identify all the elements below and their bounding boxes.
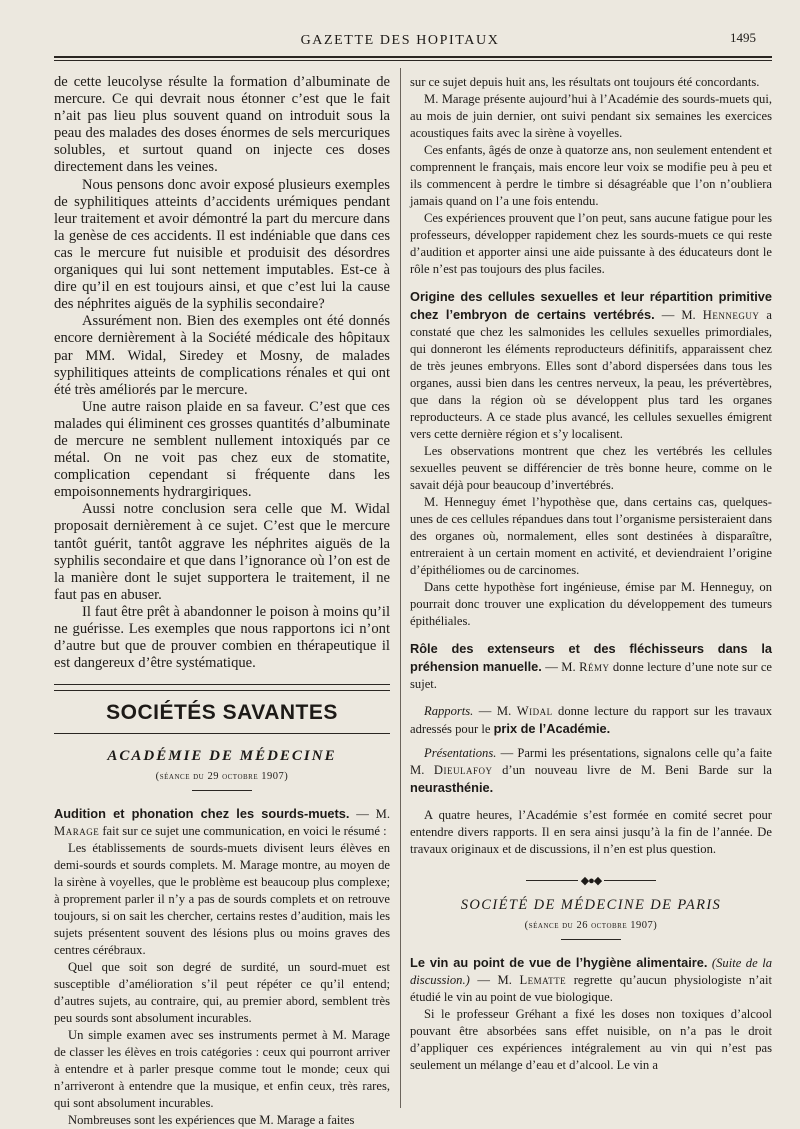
session-label: séance du (528, 920, 574, 931)
author-name: Lematte (519, 973, 567, 987)
article-text: regrette qu’aucun physiologiste n’ait étudié le vin au point de vue biologique. (410, 973, 773, 1004)
short-rule (192, 790, 252, 791)
short-rule (561, 939, 621, 940)
paragraph: Un simple examen avec ses instruments permet à M. Marage de classer les élèves en trois catégories : ceux qui pourront arriver à entendre et à parler presque comme tout le monde; ceux qui n’arriveront à entendre que la musique, et enfin ceux, très rares, qui sont absolument incurables. (54, 1028, 390, 1111)
paragraph: Nous pensons donc avoir exposé plusieurs exemples de syphilitiques atteints d’accidents urémiques pendant leur traitement et avoir démontré la part du mercure dans la genèse de ces accidents. Il est indéniable que dans ces cas le mercure fut nuisible et produisit des désordres organiques qui lui sont nettement imputables. Est-ce à dire qu’il en est toujours ainsi, et que c’est lui la cause des néphrites aiguës de la syphilis secondaire? (54, 176, 390, 313)
dash: — M. (654, 308, 703, 322)
society-title: SOCIÉTÉ DE MÉDECINE DE PARIS (460, 897, 722, 913)
session-label: séance du (159, 771, 205, 783)
paragraph: Aussi notre conclusion sera celle que M. Widal proposait dernièrement à ce sujet. C’est que le mercure tantôt guérit, tantôt aggrave les néphrites aiguës de la syphilis secondaire et que dans l’ignorance où l’on est de la manière dont le sujet supportera le traitement, il ne faut pas en abuser. (54, 501, 390, 603)
paragraph: Quel que soit son degré de surdité, un sourd-muet est susceptible d’amélioration s’il peut répéter ce qu’il entend; d’autres sujets, au contraire, qui, au premier abord, semblent très peu sourds sont absolument incurables. (54, 960, 390, 1026)
paragraph: Ces enfants, âgés de onze à quatorze ans, non seulement entendent et comprennent le français, mais encore leur voix se modifie peu à peu et ils commencent à perdre le timbre si désagréable que l’on n’oubliera jamais quand on l’a une fois entendu. (410, 143, 772, 208)
author-name: Marage (54, 824, 100, 839)
rapports-label: Rapports. (424, 704, 474, 718)
article-head: Origine des cellules sexuelles et leur répartition primitive chez l’embryon de certains vertébrés. (410, 289, 772, 322)
paragraph: Une autre raison plaide en sa faveur. C’est que ces malades qui éliminent ces grosses quantités d’albuminate de mercure ne semblent nullement intoxiqués par ce métal. On ne voit pas chez eux de stomatite, complication cependant si fréquente dans les empoisonnements hydrargiriques. (54, 398, 390, 501)
author-name: Widal (516, 704, 553, 718)
prize-name: prix de l’Académie. (493, 721, 611, 736)
left-column (54, 74, 390, 1129)
section-separator (54, 684, 390, 691)
paragraph: Nombreuses sont les expériences que M. Marage a faites (68, 1113, 355, 1128)
article-head: Rôle des extenseurs et des fléchisseurs dans la préhension manuelle. (410, 641, 772, 674)
article-text: donne lecture d’une note sur ce sujet. (410, 660, 773, 691)
session-date-line: (séance du 26 octobre 1907) (524, 920, 658, 931)
paragraph: M. Henneguy émet l’hypothèse que, dans certains cas, quelques-unes de ces cellules répandues dans tout l’organisme persisteraient dans des organes où, normalement, elles sont destinées à disparaître, entreraient à un certain moment en activité, et deviendraient l’origine d’épithéliomes ou de carcinomes. (410, 495, 772, 577)
article-head: Le vin au point de vue de l’hygiène alimentaire. (410, 955, 708, 970)
presentations-text: — Parmi les présentations, signalons celle qu’a faite M. (410, 746, 772, 777)
paragraph: de cette leucolyse résulte la formation d’albuminate de mercure. Ce qui devrait nous étonner c’est que le fait n’ait pas lieu plus souvent quand on introduit sous la peau des malades des doses énormes de sels mercuriques solubles, et surtout quand on injecte ces doses directement dans les veines. (54, 74, 390, 176)
presentations-paragraph (410, 745, 772, 797)
dash: — M. (469, 973, 520, 987)
presentations-label: Présentations. (424, 746, 497, 760)
paragraph: Si le professeur Gréhant a fixé les doses non toxiques d’alcool pouvant être absorbées sans effet nuisible, on n’a pas le droit d’appliquer ces expériences intégralement au vin qui n’est pas seulement un mélange d’eau et d’alcool. Le vin a (410, 1007, 772, 1072)
right-column (410, 74, 772, 1074)
running-header: GAZETTE DES HOPITAUX (300, 33, 500, 48)
author-name: Rémy (579, 660, 610, 674)
closing-paragraph: A quatre heures, l’Académie s’est formée en comité secret pour entendre divers rapports. Il en sera ainsi jusqu’à la fin de l’année. De travaux originaux et de discussions, il n’en est plus question. (410, 808, 772, 856)
dash: — M. (349, 807, 390, 822)
article-origine (410, 288, 772, 443)
academy-title: ACADÉMIE DE MÉDECINE (107, 748, 337, 765)
ornament-icon: ◆●◆ (580, 875, 602, 887)
article-role (410, 640, 772, 693)
paragraph: Les observations montrent que chez les vertébrés les cellules sexuelles peuvent se différencier de très bonne heure, comme on le savait déjà pour beaucoup d’invertébrés. (410, 444, 772, 492)
session-date: 26 octobre 1907 (576, 920, 654, 931)
session-date-line: (séance du 29 octobre 1907) (155, 771, 289, 783)
suite-note: (Suite de la discussion.) (410, 956, 772, 987)
header-rule-thick (54, 56, 772, 58)
section-title: SOCIÉTÉS SAVANTES (106, 701, 338, 725)
section-underline (54, 733, 390, 734)
article-intro (54, 805, 390, 840)
ornament-divider (410, 874, 772, 887)
rapports-text: donne lecture du rapport sur les travaux adressés pour le (410, 704, 772, 736)
paragraph: Il faut être prêt à abandonner le poison à moins qu’il ne guérisse. Les exemples que nous rapportons ici n’ont d’autre but que de prouver combien en thérapeutique il est dangereux d’être systématique. (54, 603, 390, 672)
author-name: Henneguy (702, 308, 760, 322)
paragraph: Les établissements de sourds-muets divisent leurs élèves en demi-sourds et sourds complets. M. Marage montre, au moyen de la sirène à voyelles, que le problème est beaucoup plus complexe; à proprement parler il n’y a pas de sourds complets et on retrouve toujours, si on sait les chercher, certains restes d’audition, mais les sujets présentent souvent des lésions plus ou moins graves des centres cérébraux. (54, 841, 390, 958)
column-divider (400, 68, 401, 1108)
paragraph: Dans cette hypothèse fort ingénieuse, émise par M. Henneguy, on pourrait donc trouver une explication du développement des tumeurs épithéliales. (410, 580, 772, 628)
author-name: Dieulafoy (433, 763, 493, 777)
article-text: a constaté que chez les salmonides les cellules sexuelles primordiales, qui donneront les éléments reproducteurs définitifs, apparaissent chez de très jeunes embryons. Elles sont d’abord dispersées dans tous les organes, aussi bien dans les centres nerveux, la peau, les prévertèbres, que dans la région où se développent plus tard les organes reproducteurs. A ce stade plus avancé, les cellules sexuelles émigrent vers cette dernière région et s’y localisent. (410, 308, 772, 441)
article-vin (410, 954, 772, 1006)
page-number: 1495 (730, 30, 756, 45)
dash: — M. (541, 660, 580, 674)
paragraph: sur ce sujet depuis huit ans, les résultats ont toujours été concordants. (410, 75, 760, 89)
article-head: Audition et phonation chez les sourds-muets. (54, 806, 350, 822)
session-date: 29 octobre 1907 (207, 771, 285, 783)
header-rule-thin (54, 60, 772, 61)
dash: — M. (473, 704, 517, 718)
rapports-paragraph (410, 703, 772, 738)
paragraph: Assurément non. Bien des exemples ont été donnés encore dernièrement à la Société médicale des hôpitaux par MM. Widal, Siredey et Mosny, de malades syphilitiques atteints de complications rénales et qui ont été très améliorés par le mercure. (54, 313, 390, 398)
presentations-mid: d’un nouveau livre de M. Beni Barde sur la (492, 763, 773, 777)
intro-rest: fait sur ce sujet une communication, en voici le résumé : (99, 824, 387, 839)
paragraph: Ces expériences prouvent que l’on peut, sans aucune fatigue pour les professeurs, développer rapidement chez les sourds-muets ce qui reste d’audition et apporter ainsi une aide puissante à des éducateurs dont le rôle n’est pas toujours des plus faciles. (410, 211, 772, 276)
paragraph: M. Marage présente aujourd’hui à l’Académie des sourds-muets qui, au mois de juin dernier, ont suivi pendant six semaines les exercices acoustiques faits avec la sirène à voyelles. (410, 92, 772, 140)
book-subject: neurasthénie. (410, 780, 494, 795)
